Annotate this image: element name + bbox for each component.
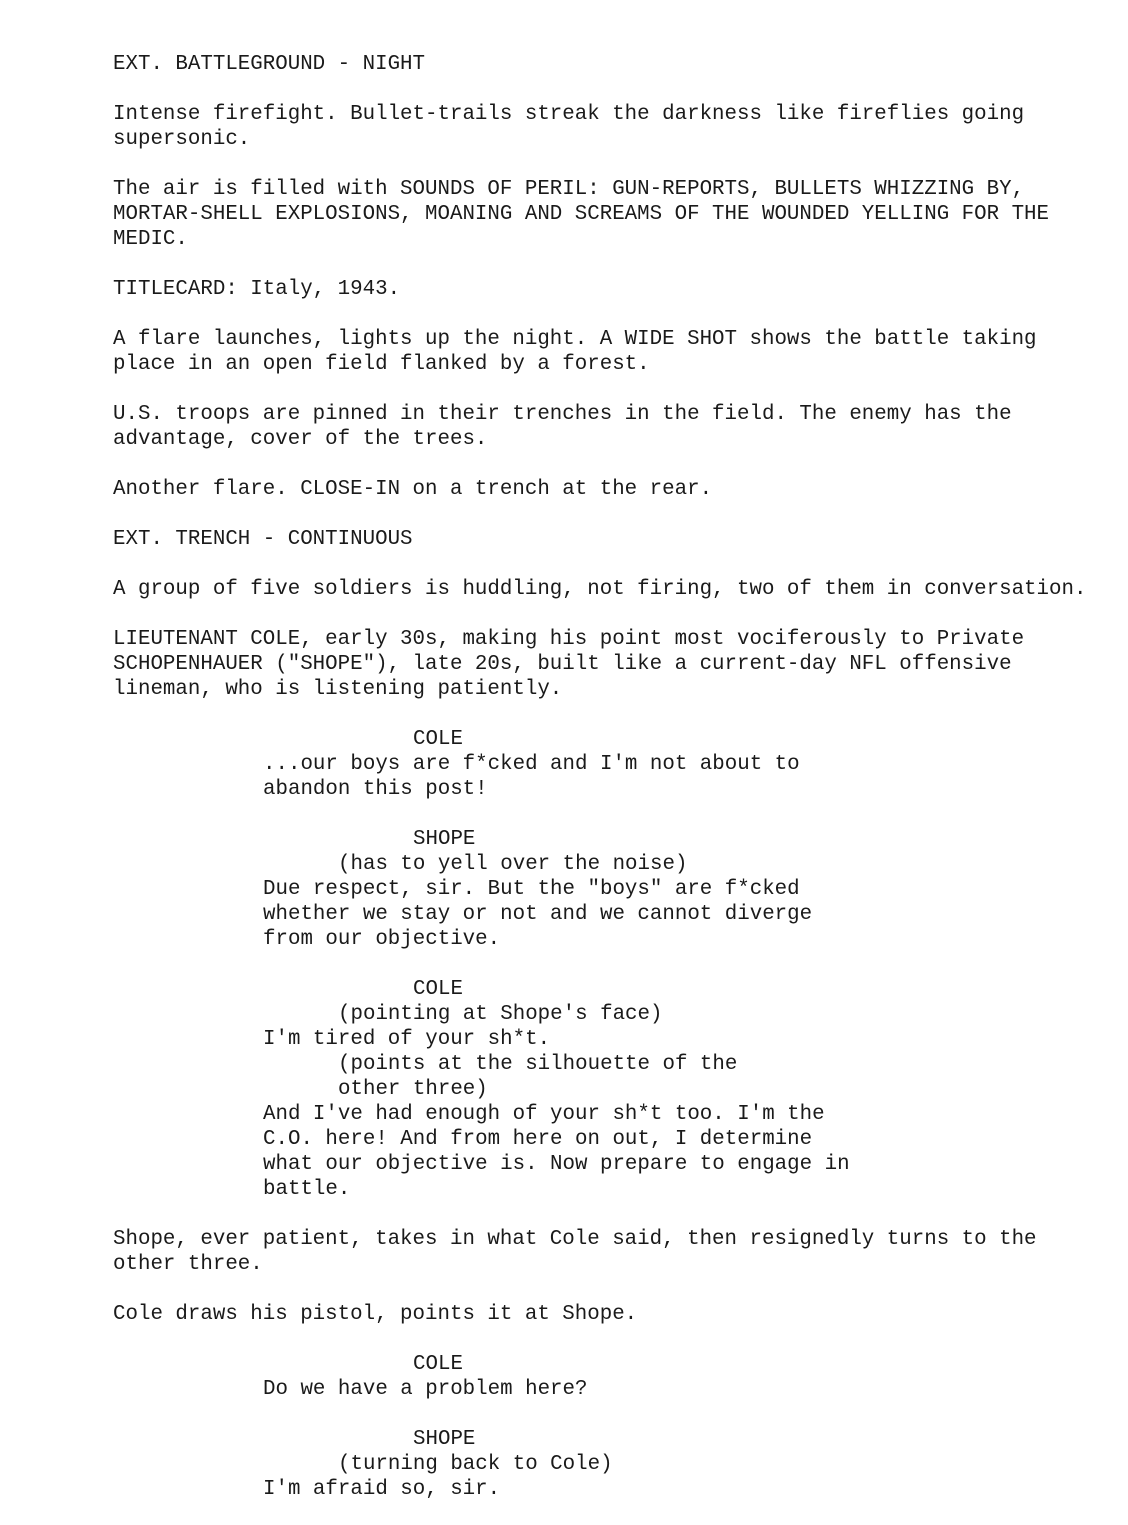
parenthetical: (turning back to Cole) — [338, 1453, 613, 1476]
action-line: place in an open field flanked by a forest. — [113, 353, 650, 376]
action-line: Cole draws his pistol, points it at Shope. — [113, 1303, 638, 1326]
character-cue: SHOPE — [413, 828, 476, 851]
dialogue-line: C.O. here! And from here on out, I determine — [263, 1128, 813, 1151]
action-line: U.S. troops are pinned in their trenches in the field. The enemy has the — [113, 403, 1012, 426]
action-line: Intense firefight. Bullet-trails streak the darkness like fireflies going — [113, 103, 1025, 126]
scene-heading: EXT. TRENCH - CONTINUOUS — [113, 528, 413, 551]
action-line: Shope, ever patient, takes in what Cole said, then resignedly turns to the — [113, 1228, 1037, 1251]
dialogue-line: from our objective. — [263, 928, 501, 951]
action-line: supersonic. — [113, 128, 251, 151]
dialogue-line: what our objective is. Now prepare to engage in — [263, 1153, 850, 1176]
parenthetical: (has to yell over the noise) — [338, 853, 688, 876]
action-line: A group of five soldiers is huddling, not firing, two of them in conversation. — [113, 578, 1087, 601]
dialogue-line: Do we have a problem here? — [263, 1378, 588, 1401]
action-line: Another flare. CLOSE-IN on a trench at the rear. — [113, 478, 713, 501]
action-line: The air is filled with SOUNDS OF PERIL: GUN-REPORTS, BULLETS WHIZZING BY, — [113, 178, 1025, 201]
scene-heading: EXT. BATTLEGROUND - NIGHT — [113, 53, 426, 76]
character-cue: COLE — [413, 1353, 463, 1376]
character-cue: SHOPE — [413, 1428, 476, 1451]
dialogue-line: battle. — [263, 1178, 351, 1201]
action-line: other three. — [113, 1253, 263, 1276]
action-line: advantage, cover of the trees. — [113, 428, 488, 451]
action-line: SCHOPENHAUER ("SHOPE"), late 20s, built like a current-day NFL offensive — [113, 653, 1012, 676]
dialogue-line: abandon this post! — [263, 778, 488, 801]
dialogue-line: I'm afraid so, sir. — [263, 1478, 501, 1501]
action-line: MEDIC. — [113, 228, 188, 251]
character-cue: COLE — [413, 978, 463, 1001]
action-line: A flare launches, lights up the night. A WIDE SHOT shows the battle taking — [113, 328, 1037, 351]
parenthetical: (pointing at Shope's face) — [338, 1003, 663, 1026]
dialogue-line: whether we stay or not and we cannot diverge — [263, 903, 813, 926]
dialogue-line: Due respect, sir. But the "boys" are f*cked — [263, 878, 800, 901]
character-cue: COLE — [413, 728, 463, 751]
action-line: MORTAR-SHELL EXPLOSIONS, MOANING AND SCREAMS OF THE WOUNDED YELLING FOR THE — [113, 203, 1050, 226]
dialogue-line: I'm tired of your sh*t. — [263, 1028, 551, 1051]
action-line: lineman, who is listening patiently. — [113, 678, 563, 701]
action-line: LIEUTENANT COLE, early 30s, making his point most vociferously to Private — [113, 628, 1025, 651]
parenthetical: (points at the silhouette of the — [338, 1053, 738, 1076]
dialogue-line: ...our boys are f*cked and I'm not about to — [263, 753, 800, 776]
action-line: TITLECARD: Italy, 1943. — [113, 278, 401, 301]
parenthetical: other three) — [338, 1078, 488, 1101]
dialogue-line: And I've had enough of your sh*t too. I'm the — [263, 1103, 825, 1126]
